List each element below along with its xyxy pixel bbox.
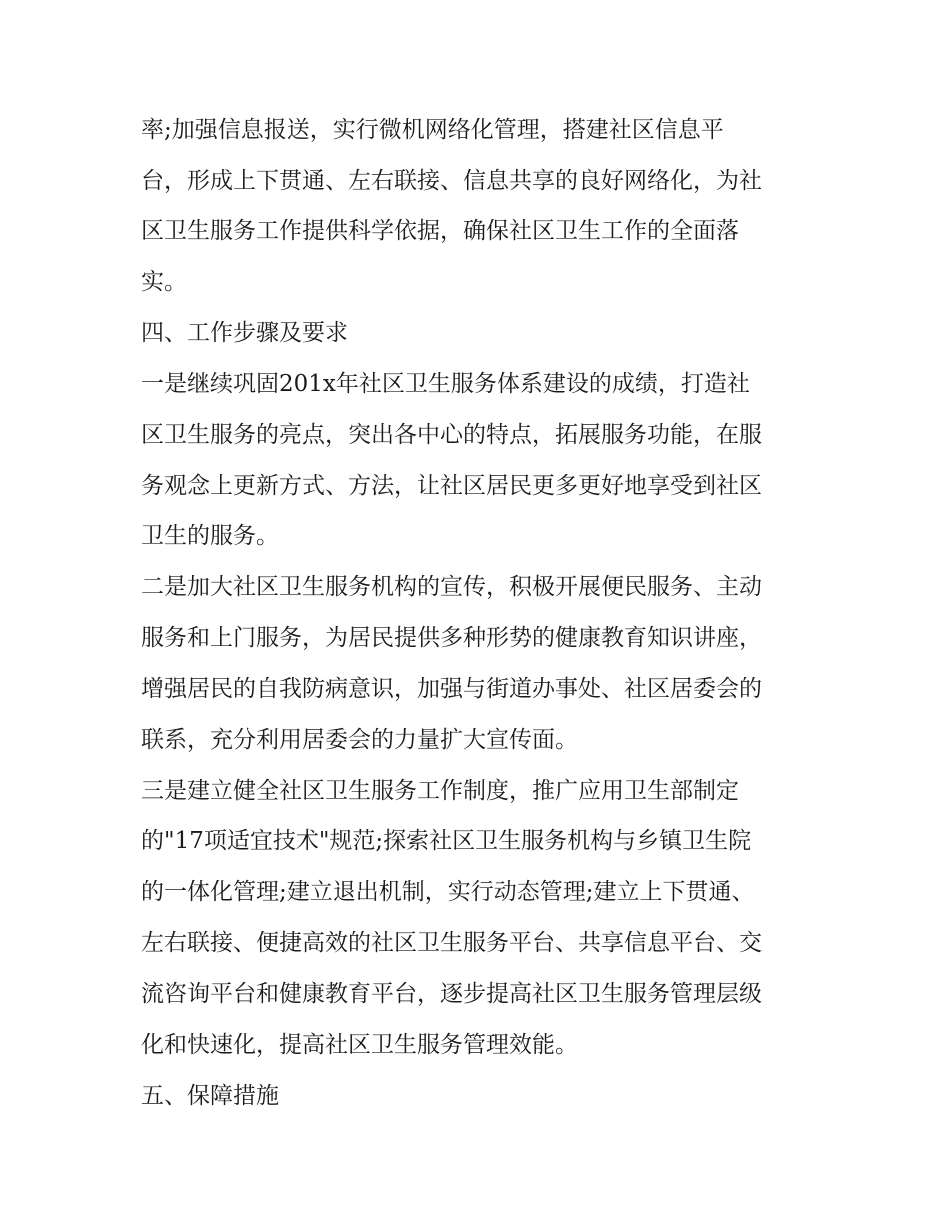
body-text-line: 左右联接、便捷高效的社区卫生服务平台、共享信息平台、交 [141, 930, 762, 956]
body-text-line: 的"17项适宜技术"规范;探索社区卫生服务机构与乡镇卫生院 [141, 828, 752, 854]
body-text-line: 卫生的服务。 [141, 523, 279, 549]
body-text-line: 服务和上门服务，为居民提供多种形势的健康教育知识讲座， [141, 625, 762, 651]
body-text-line: 区卫生服务工作提供科学依据，确保社区卫生工作的全面落 [141, 218, 739, 244]
body-text-line: 化和快速化，提高社区卫生服务管理效能。 [141, 1032, 578, 1058]
body-text-line: 流咨询平台和健康教育平台，逐步提高社区卫生服务管理层级 [141, 981, 762, 1007]
body-text-line: 实。 [141, 269, 187, 295]
body-text-line: 三是建立健全社区卫生服务工作制度，推广应用卫生部制定 [141, 778, 739, 804]
body-text-line: 率;加强信息报送，实行微机网络化管理，搭建社区信息平 [141, 117, 724, 143]
body-text-line: 台，形成上下贯通、左右联接、信息共享的良好网络化，为社 [141, 168, 762, 194]
body-text-line: 联系，充分利用居委会的力量扩大宣传面。 [141, 727, 578, 753]
body-text-line: 的一体化管理;建立退出机制，实行动态管理;建立上下贯通、 [141, 879, 755, 905]
body-text-line: 区卫生服务的亮点，突出各中心的特点，拓展服务功能，在服 [141, 422, 762, 448]
body-text-line: 二是加大社区卫生服务机构的宣传，积极开展便民服务、主动 [141, 574, 762, 600]
body-text-line: 务观念上更新方式、方法，让社区居民更多更好地享受到社区 [141, 473, 762, 499]
section-heading: 五、保障措施 [141, 1083, 279, 1109]
section-heading: 四、工作步骤及要求 [141, 320, 348, 346]
body-text-line: 增强居民的自我防病意识，加强与街道办事处、社区居委会的 [141, 676, 762, 702]
body-text-line: 一是继续巩固201x年社区卫生服务体系建设的成绩，打造社 [141, 371, 750, 397]
